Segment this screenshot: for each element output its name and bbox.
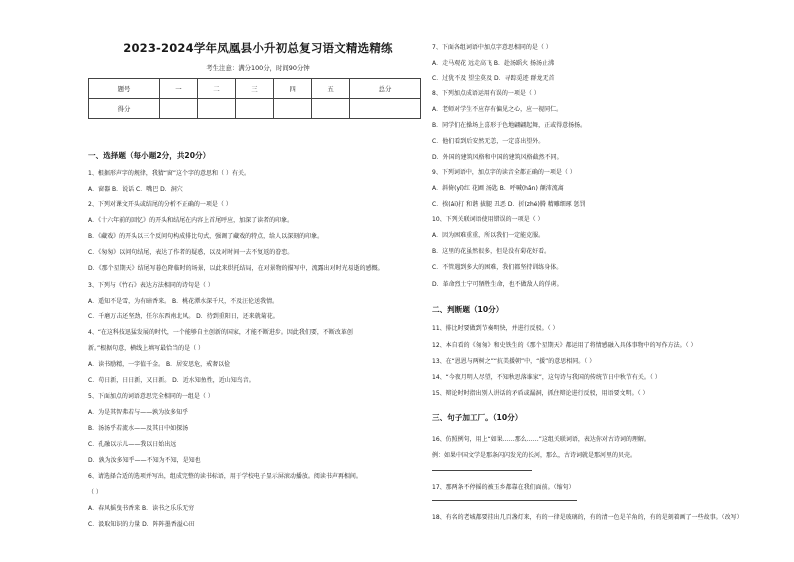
- answer-blank-17[interactable]: [432, 500, 577, 501]
- score-cell[interactable]: [159, 99, 197, 119]
- left-question-line-1: 1、根据形声字的规律，我猜“窗”这个字的意思和（ ）有关。: [88, 170, 250, 177]
- right-question-line-4: 8、下列加点成语运用有误的一项是（ ）: [432, 90, 540, 97]
- right-question-line-18: 12、本自看的《匆匆》和史铁生的《那个星期天》都运用了将情感融入具体事物中的写作方法。（ ）: [432, 342, 697, 349]
- right-question-line-2: A．走马观花 远走高飞 B．赴汤蹈火 扬汤止沸: [432, 60, 554, 67]
- score-header-cell: 二: [197, 79, 235, 99]
- score-header-cell: 五: [312, 79, 350, 99]
- exam-title: 2023-2024学年凤凰县小升初总复习语文精选精练: [123, 41, 393, 55]
- left-question-line-2: A．窗器 B．说话 C．嘴巴 D．洞穴: [88, 186, 183, 193]
- right-question-line-5: A．老师对学生不应存有偏见之心，应一视同仁。: [432, 106, 563, 113]
- score-header-cell: 四: [274, 79, 312, 99]
- answer-blank-16[interactable]: [432, 470, 532, 471]
- left-question-line-5: B．《藏戏》的开头以三个反问句构成排比句式，强调了藏戏的特点，给人以深刻的印象。: [88, 233, 324, 240]
- left-question-line-12: 新。”根据句意，横线上填写最恰当的是（ ）: [88, 345, 205, 352]
- right-question-line-13: A．因为困难重重，所以我们一定能克服。: [432, 232, 545, 239]
- left-question-line-22: A．春风摇曳书香来 B．读书之乐乐无穷: [88, 505, 195, 512]
- left-question-line-6: C．《匆匆》以问句结尾，表达了作者的疑惑，以及对时间一去不复返的眷恋。: [88, 249, 294, 256]
- right-question-line-11: C．挨(ái)打 和谐 拔腿 丑恶 D．折(zhé)腾 精雕细琢 惩罚: [432, 201, 586, 208]
- right-question-line-1: 7、下面各组词语中加点字意思相同的是（ ）: [432, 44, 552, 51]
- left-question-line-14: C．苟日新，日日新，又日新。 D．近水知鱼性，近山知鸟音。: [88, 377, 255, 384]
- right-question-line-12: 10、下列关联词语使用错误的一项是（ ）: [432, 216, 544, 223]
- right-question-line-24: 17、那两条不停摇的被玉乡都靠在我们面前。（缩句）: [432, 484, 575, 491]
- right-question-line-15: C．不管遇到多大的困难，我们都坚持训练身体。: [432, 264, 563, 271]
- score-header-cell: 一: [159, 79, 197, 99]
- score-row-label: 得分: [89, 99, 160, 119]
- left-question-line-19: D．孰为汝多知乎——不知为不知，是知也: [88, 457, 201, 464]
- left-question-line-21: （ ）: [88, 489, 102, 496]
- score-header-cell: 总分: [350, 79, 421, 99]
- left-question-line-10: C．千磨万击还坚劲，任尔东西南北风。 D．待到重阳日，还来就菊花。: [88, 313, 279, 320]
- left-question-line-7: D．《那个星期天》结尾写暮色降临时的场景，以此来烘托结局，在对景物的描写中，流露出对时光易逝的感慨。: [88, 265, 384, 272]
- score-header-cell: 题号: [89, 79, 160, 99]
- exam-notice: 考生注意：满分100分，时间90分钟: [206, 64, 310, 72]
- left-question-line-9: A．遥知不是雪，为有暗香来。 B．桃花潭水深千尺，不及汪伦送我情。: [88, 298, 279, 305]
- section-heading-judge: 二、判断题（10分）: [432, 305, 504, 314]
- right-question-line-9: 9、下列词语中，加点字的读音全都正确的一项是（ ）: [432, 169, 576, 176]
- left-question-line-16: A．为是其智弗若与——孰为汝多知乎: [88, 409, 189, 416]
- left-question-line-8: 3、下列与《竹石》表达方法相同的诗句是（ ）: [88, 282, 214, 289]
- score-cell[interactable]: [312, 99, 350, 119]
- score-cell[interactable]: [197, 99, 235, 119]
- right-question-line-14: B．这里的花虽然很多，但是没有菊花好看。: [432, 248, 551, 255]
- right-question-line-8: D．外国的建筑风格和中国的建筑风格截然不同。: [432, 154, 563, 161]
- score-table-header-row: [89, 79, 421, 99]
- right-question-line-19: 13、在“恩恩与两树之”“抗美援朝”中，“援”的意思相同。（ ）: [432, 358, 596, 365]
- left-question-line-17: B．汤汤乎若流水——及其日中如探汤: [88, 425, 189, 432]
- score-header-cell: 三: [235, 79, 273, 99]
- right-question-line-20: 14、“今夜月明人尽望，不知秋思落谁家”，这句诗与我国的传统节日中秋节有关。（ ）: [432, 374, 661, 381]
- left-question-line-13: A．读书励精，一字值千金。 B．居安思危，戒奢以俭: [88, 361, 231, 368]
- right-question-line-17: 11、排比时要做到节奏明快，并进行反驳。（ ）: [432, 325, 559, 332]
- right-question-line-22: 16、仿照例句，用上“如果……那么……”这组关联词语，表达你对古诗词的理解。: [432, 436, 650, 443]
- left-question-line-11: 4、“在这科技迅猛发展的时代，一个能够自主创新的国家，才能不断进步。因此我们要，不断改革创: [88, 329, 353, 336]
- left-question-line-3: 2、下列对课文开头或结尾的分析不正确的一项是（ ）: [88, 201, 232, 208]
- right-question-line-25: 18、有名的老城都要挂出几百盏灯来，有的一律是玻璃的，有的清一色是羊角的，有的是刻着画了一些故事。（改写）: [432, 514, 743, 521]
- left-question-line-20: 6、请选择合适的选项并写出，组成完整的读书标语，用于学校电子显示屏滚动播放。阅读书声再相间。: [88, 473, 362, 480]
- left-question-line-15: 5、下面加点的词语意思完全相同的一组是（ ）: [88, 393, 214, 400]
- right-question-line-21: 15、辩论时时指出别人讲话的矛盾或漏洞，抓住辩论进行反驳，用语要文明。（ ）: [432, 390, 649, 397]
- score-cell[interactable]: [274, 99, 312, 119]
- right-question-line-23: 例：如果中国文学是那条闪闪发光的长河，那么，古诗词就是那河里的贝壳。: [432, 452, 637, 459]
- score-cell[interactable]: [350, 99, 421, 119]
- right-question-line-7: C．他们看到后安然无恙，一定喜出望外。: [432, 138, 545, 145]
- right-question-line-16: D．革命烈士宁可牺牲生命，也不做敌人的俘虏。: [432, 281, 563, 288]
- left-question-line-18: C．孔融以示儿——我以日始出远: [88, 441, 177, 448]
- left-question-line-4: A．《十六年前的回忆》的开头和结尾在内容上首尾呼应，加深了读者的印象。: [88, 217, 294, 224]
- section-heading-sentence: 三、句子加工厂。（10分）: [432, 413, 523, 422]
- section-heading-choice: 一、选择题（每小题2分，共20分）: [88, 151, 211, 160]
- right-question-line-6: B．同学们在操场上喜形于色地翩翩起舞，正或得意扬扬。: [432, 122, 587, 129]
- right-question-line-10: A．斜倚(yǐ)红 花圃 汤匙 B．呼喊(hǎn) 颠沛流离: [432, 185, 564, 192]
- score-table: [88, 78, 421, 119]
- left-question-line-23: C．汲取知识的力量 D．阵阵墨香溢心田: [88, 521, 195, 528]
- score-table-score-row: [89, 99, 421, 119]
- score-cell[interactable]: [235, 99, 273, 119]
- right-question-line-3: C．过犹不及 望尘莫及 D．寻踪觅迹 群龙无首: [432, 75, 555, 82]
